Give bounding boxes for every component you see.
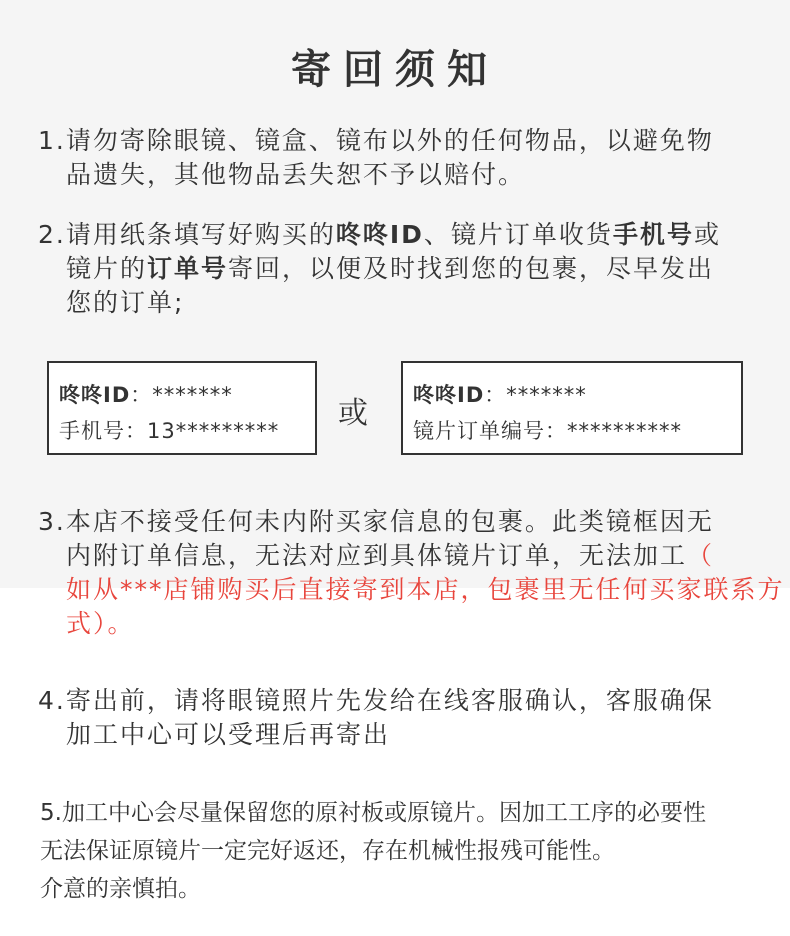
box-left-row-1 [59,379,233,409]
box-right-id-value: ：******* [484,383,587,407]
box-left-id-label: 咚咚ID [59,383,131,407]
notice-item-4 [38,684,758,752]
item-2-line-1 [38,218,758,252]
item-1-line-1: 1.请勿寄除眼镜、镜盒、镜布以外的任何物品，以避免物 [38,126,714,155]
item-2-line-2 [38,252,758,286]
page-title: 寄回须知 [291,47,499,93]
item-3-text: 内附订单信息，无法对应到具体镜片订单，无法加工 [66,541,688,570]
item-3-line-1: 3.本店不接受任何未内附买家信息的包裹。此类镜框因无 [38,507,714,536]
item-2-bold-id: 咚咚ID [335,220,424,249]
item-2-text-c: 或 [693,220,721,249]
item-3-red-open: （ [687,541,715,570]
item-3-line-2 [38,539,758,573]
box-left-id-value: ：******* [130,383,233,407]
item-5-line-3: 介意的亲慎拍。 [40,876,201,902]
item-3-line-3: 如从***店铺购买后直接寄到本店，包裹里无任何买家联系方 [66,575,785,604]
example-box-order [401,361,743,455]
item-2-bold-phone: 手机号 [612,220,694,249]
item-3-line-4: 式）。 [66,609,135,638]
item-2-text-e: 寄回，以便及时找到您的包裹，尽早发出 [228,254,715,283]
item-4-line-2: 加工中心可以受理后再寄出 [66,720,391,749]
item-2-text-b: 、镜片订单收货 [423,220,613,249]
item-2-text-d: 镜片的 [66,254,148,283]
notice-item-1 [38,124,758,192]
item-2-bold-order: 订单号 [147,254,229,283]
notice-item-5 [40,796,780,906]
or-separator: 或 [338,396,368,431]
box-right-row-1 [413,379,587,409]
item-4-line-1: 4.寄出前，请将眼镜照片先发给在线客服确认，客服确保 [38,686,714,715]
box-right-row-2: 镜片订单编号：********** [413,419,682,443]
item-2-text-a: 2.请用纸条填写好购买的 [38,220,336,249]
notice-item-2 [38,218,758,320]
box-right-id-label: 咚咚ID [413,383,485,407]
item-1-line-2: 品遗失，其他物品丢失恕不予以赔付。 [66,160,526,189]
item-5-line-1: 5.加工中心会尽量保留您的原衬板或原镜片。因加工工序的必要性 [40,800,706,826]
item-2-line-3: 您的订单; [66,288,185,317]
item-5-line-2: 无法保证原镜片一定完好返还，存在机械性报残可能性。 [40,838,615,864]
box-left-row-2: 手机号：13********* [59,419,280,443]
example-box-phone [47,361,317,455]
notice-item-3 [38,505,785,641]
